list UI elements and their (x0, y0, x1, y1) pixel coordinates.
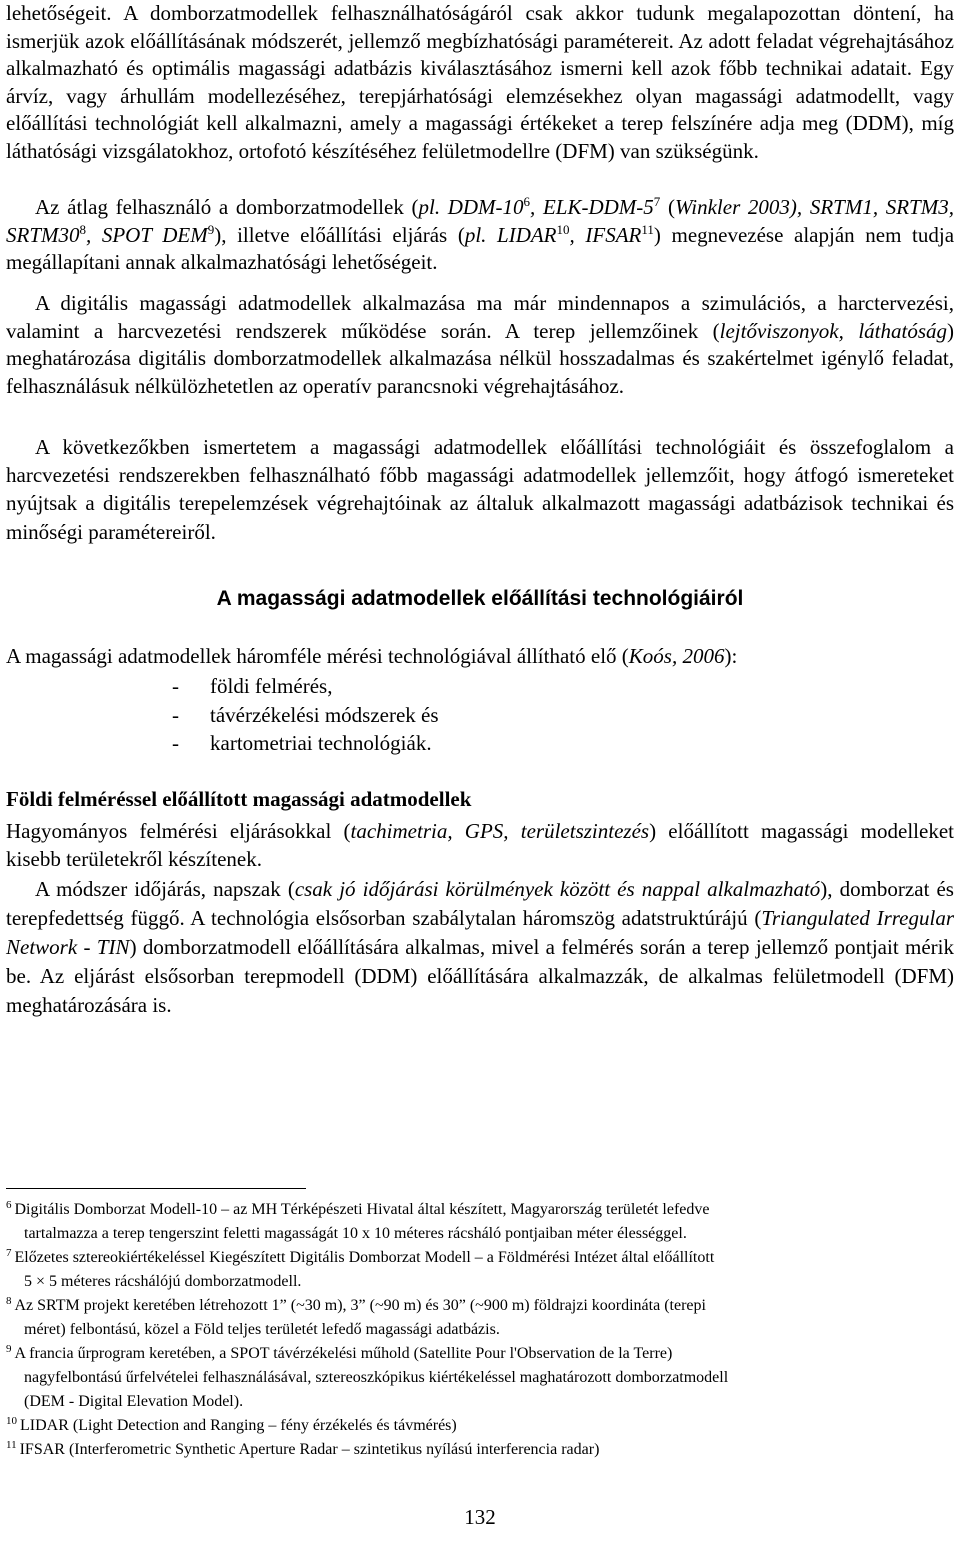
s-p2-italic-1: csak jó időjárási körülmények között és nappal alkalmazható (294, 877, 821, 901)
survey-paragraph-1 (6, 818, 954, 873)
survey-paragraph-2 (6, 875, 954, 1020)
s-p2-italic-tin: Triangulated Irregular Network - TIN (6, 906, 954, 959)
footnote-text: tartalmazza a terep tengerszint feletti magasságát 10 x 10 méteres rácsháló pontjaiban méter élességgel. (24, 1225, 687, 1242)
footnote-separator (6, 1188, 306, 1189)
footnote-7 (6, 1246, 950, 1294)
list-item-text: kartometriai technológiák. (210, 731, 432, 755)
footnote-text: nagyfelbontású űrfelvételei felhasználásával, sztereoszkópikus kiértékeléssel maghatározott domborzatmodell (24, 1369, 729, 1386)
intro-line4: Egy árvíz, vagy árhullám modellezéséhez, terepjárhatósági elemzésekhez olyan magassági adatmodellt, vagy előállítási technológiát kell alkalmazni, amely a magassági értékeket a terep felszínére adja meg (DDM), míg láthatósági vizsgálatokhoz, ortofotó készítéséhez felületmodellre (DFM) van szükségünk. (6, 56, 954, 163)
p2-example-lidar: pl. LIDAR (464, 222, 557, 247)
footnote-number: 9 (6, 1343, 12, 1355)
list-item (172, 729, 439, 758)
p2-example-srtm: ), SRTM1, SRTM3, SRTM30 (6, 195, 954, 247)
p3-text-a: A digitális magassági adatmodellek alkalmazása ma már mindennapos a szimulációs, a harctervezési, valamint a harcvezetési rendszerek működése során. A terep jellemzőinek ( (6, 291, 954, 343)
p2-example-ddm10: pl. DDM-10 (418, 195, 524, 219)
footnote-11 (6, 1438, 950, 1462)
footnote-text: Előzetes sztereokiértékeléssel Kiegészített Digitális Domborzat Modell – a Földmérési Intézet által előállított (14, 1249, 715, 1266)
methods-list (172, 672, 439, 758)
s-p2-text-a: A módszer időjárás, napszak ( (35, 877, 295, 901)
footnote-text: 5 × 5 méteres rácshálójú domborzatmodell. (24, 1273, 302, 1290)
footnote-text: Az SRTM projekt keretében létrehozott 1” (~30 m), 3” (~90 m) és 30” (~900 m) földrajzi koordináta (terepi (14, 1297, 706, 1314)
p2-example-spot: , SPOT DEM (86, 222, 208, 247)
methods-intro-close: ): (724, 644, 738, 668)
footnote-ref-8: 8 (79, 221, 86, 237)
intro-line1-a: lehetőségeit. (6, 1, 112, 25)
footnote-number: 10 (6, 1415, 17, 1427)
footnote-ref-11: 11 (641, 221, 654, 237)
intro-line1-b: A domborzatmodellek felhasználhatóságáról csak akkor tudunk megalapozottan döntení, ha ismerjük azok előállításának módszerét, jellemző megbízhatósági paramétereit. (6, 1, 954, 53)
footnote-text: A francia űrprogram keretében, a SPOT távérzékelési műhold (Satellite Pour l'Observation de la Terre) (14, 1345, 673, 1362)
footnote-ref-9: 9 (207, 221, 215, 237)
footnote-number: 11 (6, 1439, 17, 1451)
footnote-ref-10: 10 (556, 221, 570, 237)
digital-models-paragraph (6, 290, 954, 400)
methods-intro (6, 643, 954, 671)
intro-paragraph (6, 0, 954, 166)
footnote-text: (DEM - Digital Elevation Model). (24, 1393, 244, 1410)
footnote-text: méret) felbontású, közel a Föld teljes területét lefedő magassági adatbázis. (24, 1321, 500, 1338)
p2-example-elk: , ELK-DDM-5 (530, 195, 654, 219)
list-dash: - (172, 674, 179, 698)
s-p1-text-b: ) előállított magassági modelleket kisebb területekről készítenek. (6, 819, 954, 871)
overview-paragraph: A következőkben ismertetem a magassági adatmodellek előállítási technológiáit és összefoglalom a harcvezetési rendszerekben felhasználható főbb magassági adatmodellek jellemzőit, hogy átfogó ismereteket nyújtsak a digitális terepelemzések végrehajtóinak az általuk alkalmazott magassági adatbázisok technikai és minőségi paramétereiről. (6, 435, 954, 544)
s-p1-italic: tachimetria, GPS, területszintezés (350, 819, 650, 843)
footnote-ref-6: 6 (523, 194, 531, 209)
footnote-8 (6, 1294, 950, 1342)
list-item (172, 672, 439, 701)
list-dash: - (172, 702, 179, 727)
citation-koos: Koós, 2006 (628, 644, 725, 668)
page-number: 132 (464, 1505, 496, 1529)
p2-paren: ( (660, 195, 675, 219)
footnote-ref-7: 7 (653, 194, 661, 209)
section-heading: A magassági adatmodellek előállítási technológiáiról (216, 587, 744, 610)
footnote-text: IFSAR (Interferometric Synthetic Aperture Radar – szintetikus nyílású interferencia radar) (19, 1441, 600, 1458)
average-user-paragraph (6, 194, 954, 277)
intro-line3: Az adott feladat végrehajtásához alkalmazható és optimális magassági adatbázis kiválasztásához ismerni kell azok főbb technikai adatait. (6, 28, 954, 81)
methods-intro-text: A magassági adatmodellek háromféle mérési technológiával állítható elő ( (6, 644, 629, 668)
s-p2-text-c: ) domborzatmodell előállítására alkalmas, mivel a felmérés során a terep jellemző pontjait mérik be. Az eljárást elsősorban terepmodell (DDM) előállítására alkalmazzák, de alkalmas felületmodell (DFM) meghatározására is. (6, 935, 954, 1017)
s-p2-text-b: ), domborzat és terepfedettség függő. A technológia elsősorban szabálytalan háromszög adatstruktúrájú ( (6, 877, 954, 930)
list-item (172, 701, 439, 730)
p2-text-h: ) megnevezése alapján nem tudja megállapítani annak alkalmazhatósági lehetőségeit. (6, 222, 955, 275)
footnote-number: 8 (6, 1295, 12, 1307)
p2-text-f: ), illetve előállítási eljárás ( (214, 222, 465, 247)
s-p1-text-a: Hagyományos felmérési eljárásokkal ( (6, 819, 351, 843)
citation-winkler: Winkler 2003 (674, 195, 790, 219)
p3-text-b: ) meghatározása digitális domborzatmodellek alkalmazása nélkül hosszadalmas és szakértelmet igénylő feladat, felhasználásuk nélkülözhetetlen az operatív parancsnoki végrehajtásához. (6, 318, 954, 398)
list-item-text: földi felmérés, (210, 674, 333, 698)
footnote-6 (6, 1198, 950, 1246)
footnote-text: LIDAR (Light Detection and Ranging – fény érzékelés és távmérés) (20, 1417, 457, 1434)
p2-text-a: Az átlag felhasználó a domborzatmodellek ( (35, 195, 419, 219)
footnote-number: 7 (6, 1247, 12, 1259)
footnote-text: Digitális Domborzat Modell-10 – az MH Térképészeti Hivatal által készített, Magyarország területét lefedve (14, 1201, 710, 1218)
footnote-9 (6, 1342, 950, 1414)
list-dash: - (172, 731, 179, 755)
footnote-10 (6, 1414, 950, 1438)
p3-italic: lejtőviszonyok, láthatóság (719, 318, 947, 343)
footnote-number: 6 (6, 1199, 12, 1211)
subsection-heading: Földi felméréssel előállított magassági adatmodellek (6, 787, 472, 811)
list-item-text: távérzékelési módszerek és (210, 702, 439, 727)
p2-example-ifsar: , IFSAR (569, 222, 642, 247)
